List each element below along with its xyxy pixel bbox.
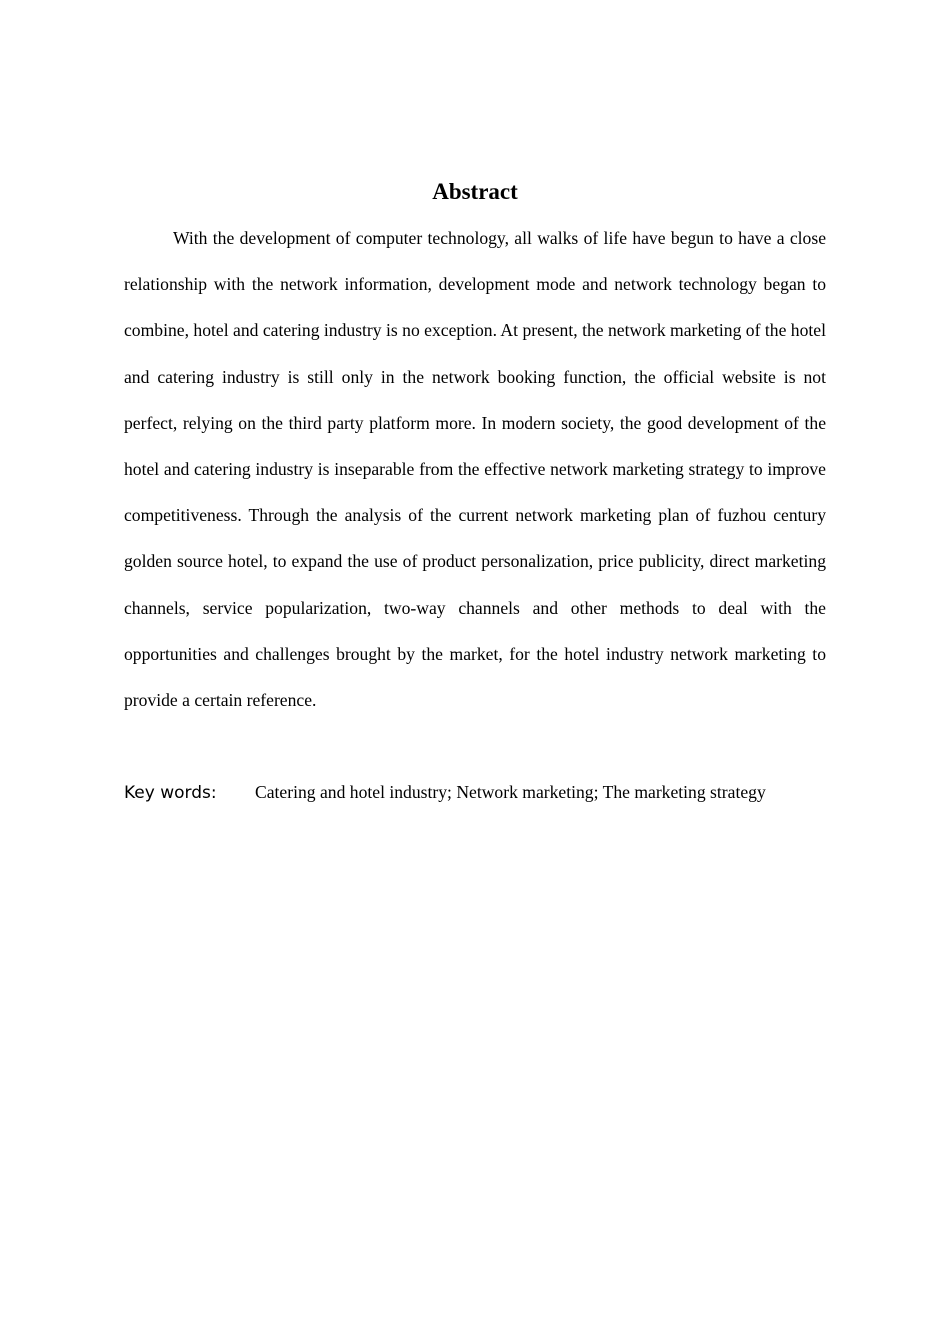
- keywords-text: Catering and hotel industry; Network marketing; The marketing strategy: [255, 782, 766, 802]
- keywords-label: Key words:: [124, 783, 217, 803]
- keywords-line: [124, 777, 884, 809]
- abstract-title: Abstract: [432, 179, 518, 204]
- abstract-body: With the development of computer technology, all walks of life have begun to have a close relationship with the network information, development mode and network technology began to combine, hotel and catering industry is no exception. At present, the network marketing of the hotel and catering industry is still only in the network booking function, the official website is not perfect, relying on the third party platform more. In modern society, the good development of the hotel and catering industry is inseparable from the effective network marketing strategy to improve competitiveness. Through the analysis of the current network marketing plan of fuzhou century golden source hotel, to expand the use of product personalization, price publicity, direct marketing channels, service popularization, two-way channels and other methods to deal with the opportunities and challenges brought by the market, for the hotel industry network marketing to provide a certain reference.: [124, 228, 826, 711]
